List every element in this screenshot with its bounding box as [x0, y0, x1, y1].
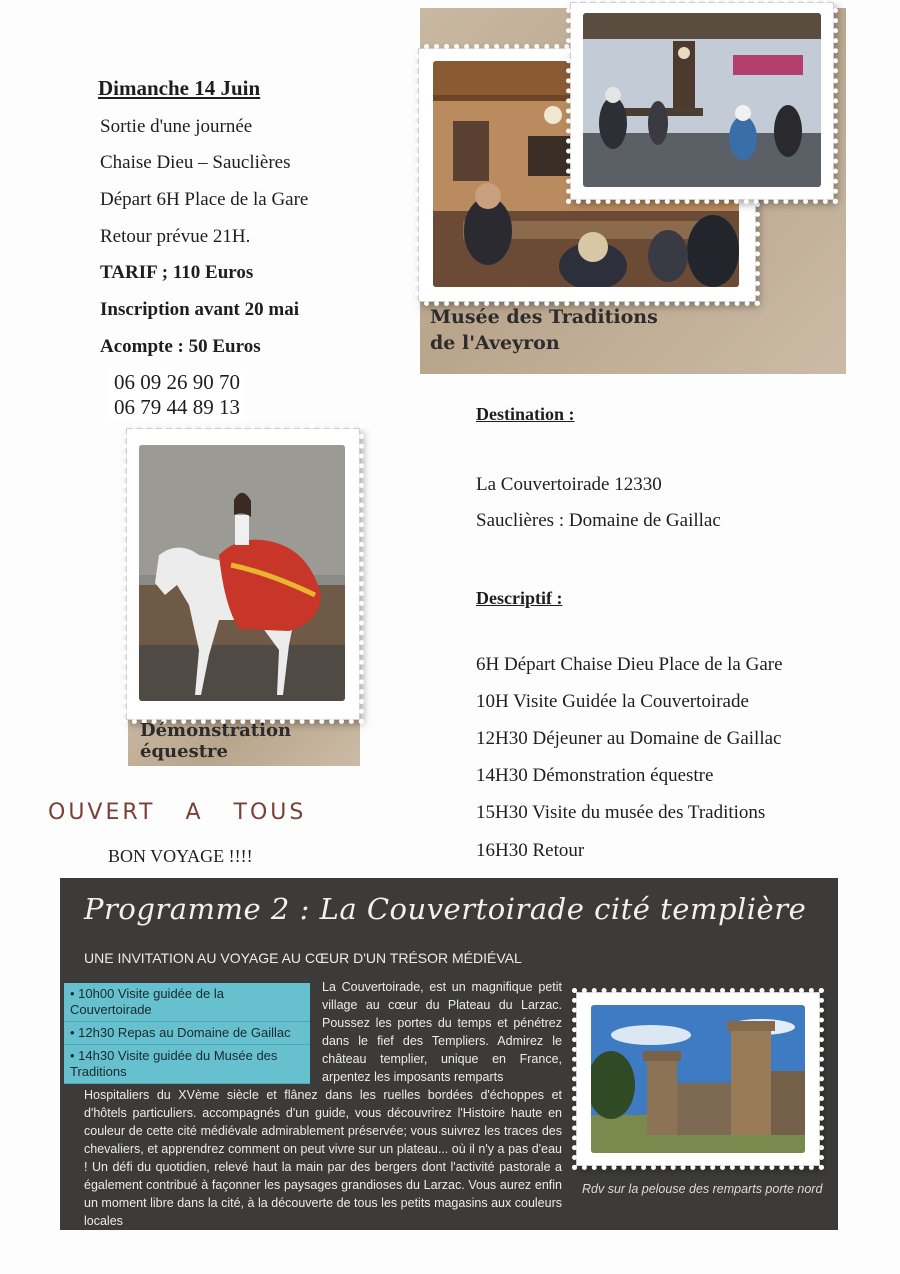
descriptif-heading: Descriptif : — [476, 588, 563, 608]
info-line-outing: Sortie d'une journée — [100, 116, 253, 137]
schedule-item: • 10h00 Visite guidée de la Couvertoirade — [64, 983, 310, 1022]
tarif: TARIF ; 110 Euros — [100, 262, 254, 283]
phone-number-1: 06 09 26 90 70 — [114, 370, 240, 394]
event-date: Dimanche 14 Juin — [98, 76, 261, 100]
program-title: Programme 2 : La Couvertoirade cité templière — [84, 892, 807, 926]
descriptif-item: 12H30 Déjeuner au Domaine de Gaillac — [476, 728, 782, 749]
kitchen-photo — [583, 13, 821, 187]
deposit: Acompte : 50 Euros — [100, 336, 261, 357]
info-line-departure: Départ 6H Place de la Gare — [100, 189, 309, 210]
horse-caption — [140, 720, 291, 762]
castle-photo — [591, 1005, 805, 1153]
schedule-item: • 12h30 Repas au Domaine de Gaillac — [64, 1022, 310, 1045]
horse-caption-line-1: Démonstration — [140, 720, 292, 741]
bon-voyage: BON VOYAGE !!!! — [108, 846, 253, 866]
museum-caption-line-2: de l'Aveyron — [430, 332, 560, 354]
castle-caption: Rdv sur la pelouse des remparts porte nord — [582, 1182, 823, 1196]
equestrian-photo — [139, 445, 345, 701]
info-line-return: Retour prévue 21H. — [100, 226, 251, 247]
descriptif-item: 6H Départ Chaise Dieu Place de la Gare — [476, 654, 783, 675]
museum-photo-kitchen-stamp — [570, 2, 834, 200]
descriptif-item: 14H30 Démonstration équestre — [476, 765, 714, 786]
descriptif-item: 15H30 Visite du musée des Traditions — [476, 802, 766, 823]
descriptif-item: 10H Visite Guidée la Couvertoirade — [476, 691, 749, 712]
program-subtitle: UNE INVITATION AU VOYAGE AU CŒUR D'UN TRÉSOR MÉDIÉVAL — [84, 950, 522, 966]
horse-caption-line-2: équestre — [140, 741, 228, 762]
destination-line-1: La Couvertoirade 12330 — [476, 474, 662, 495]
museum-caption-line-1: Musée des Traditions — [430, 306, 658, 328]
destination-heading: Destination : — [476, 404, 575, 424]
destination-line-2: Sauclières : Domaine de Gaillac — [476, 510, 721, 531]
descriptif-item: 16H30 Retour — [476, 840, 585, 861]
horse-photo-stamp — [126, 428, 360, 720]
program-body-right: La Couvertoirade, est un magnifique petit village au cœur du Plateau du Larzac. Poussez les portes du temps et pénétrez dans le fief des Templiers. Admirez le château templier, unique en France, arpentez les imposants remparts — [322, 980, 562, 1084]
info-line-route: Chaise Dieu – Sauclières — [100, 152, 291, 173]
castle-photo-stamp — [576, 992, 820, 1166]
schedule-item: • 14h30 Visite guidée du Musée des Traditions — [64, 1045, 310, 1084]
phone-numbers — [108, 370, 246, 420]
program-schedule — [64, 983, 310, 1084]
phone-number-2: 06 79 44 89 13 — [114, 395, 240, 419]
museum-caption — [430, 304, 658, 356]
handwritten-open-to-all: OUVERT A TOUS — [48, 800, 307, 825]
inscription-deadline: Inscription avant 20 mai — [100, 299, 299, 320]
program-body-full: Hospitaliers du XVème siècle et flânez dans les ruelles bordées d'échoppes et d'hôtels particuliers. accompagnés d'un guide, vous découvrirez l'Histoire haute en couleur de cette cité médiévale admirablement préservée; vous suivrez les traces des chevaliers, et apprendrez comment on peut vivre sur un plateau... où il n'y a pas d'eau ! Un défi du quotidien, relevé haut la main par des bergers dont l'activité pastorale a également contribué à façonner les paysages grandioses du Larzac. Vous aurez enfin un moment libre dans la cité, à la découverte de tous les petits magasins aux couleurs locales — [84, 1088, 562, 1228]
